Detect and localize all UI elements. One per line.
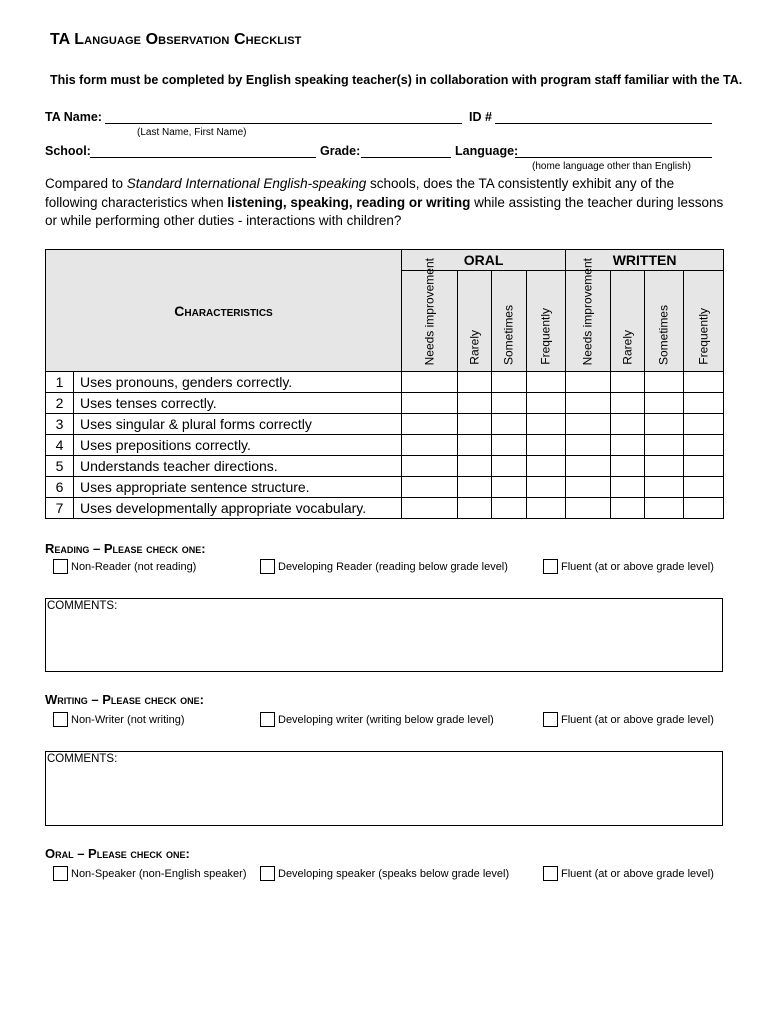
school-label: School: [45, 144, 91, 158]
checkbox[interactable] [53, 559, 68, 574]
writing-option-fluent[interactable] [543, 712, 714, 727]
language-field[interactable] [515, 157, 712, 158]
characteristic-text: Uses pronouns, genders correctly. [74, 372, 402, 393]
table-row [46, 372, 724, 393]
oral-col-label: Rarely [467, 330, 482, 365]
language-hint: (home language other than English) [532, 161, 691, 172]
written-sometimes-cell[interactable] [645, 393, 684, 414]
writing-option-non-writer[interactable] [53, 712, 185, 727]
written-sometimes-cell[interactable] [645, 414, 684, 435]
row-number: 7 [46, 498, 74, 519]
reading-heading: Reading – Please check one: [45, 541, 206, 556]
written-sometimes-cell[interactable] [645, 498, 684, 519]
intro-text-3: while assisting the teacher during lessons or while performing other duties - interactions with children? [45, 194, 724, 228]
oral-option-developing[interactable] [260, 866, 509, 881]
writing-option-developing[interactable] [260, 712, 494, 727]
written-rarely-cell[interactable] [611, 498, 645, 519]
table-row [46, 393, 724, 414]
row-number: 4 [46, 435, 74, 456]
written-rarely-cell[interactable] [611, 393, 645, 414]
comments-label: COMMENTS: [47, 753, 118, 765]
oral-rarely-cell[interactable] [458, 435, 492, 456]
checkbox[interactable] [543, 559, 558, 574]
option-label: Fluent (at or above grade level) [561, 713, 714, 726]
written-frequently-cell[interactable] [684, 477, 724, 498]
written-sometimes-header [645, 271, 684, 372]
oral-rarely-cell[interactable] [458, 477, 492, 498]
intro-skills: listening, speaking, reading or writing [227, 194, 471, 210]
school-field[interactable] [90, 157, 316, 158]
comments-label: COMMENTS: [47, 600, 118, 612]
written-col-label: Frequently [696, 308, 711, 365]
id-field[interactable] [495, 123, 712, 124]
written-frequently-header [684, 271, 724, 372]
writing-heading: Writing – Please check one: [45, 692, 204, 707]
writing-comments-box[interactable] [45, 751, 723, 826]
oral-needs-improvement-cell[interactable] [402, 498, 458, 519]
oral-sometimes-cell[interactable] [492, 435, 527, 456]
written-frequently-cell[interactable] [684, 393, 724, 414]
characteristic-text: Uses singular & plural forms correctly [74, 414, 402, 435]
oral-sometimes-cell[interactable] [492, 456, 527, 477]
written-frequently-cell[interactable] [684, 456, 724, 477]
oral-sometimes-cell[interactable] [492, 498, 527, 519]
oral-rarely-cell[interactable] [458, 372, 492, 393]
oral-needs-improvement-cell[interactable] [402, 393, 458, 414]
reading-comments-box[interactable] [45, 598, 723, 672]
row-number: 6 [46, 477, 74, 498]
checkbox[interactable] [53, 866, 68, 881]
option-label: Fluent (at or above grade level) [561, 560, 714, 573]
oral-frequently-cell[interactable] [527, 414, 566, 435]
oral-frequently-cell[interactable] [527, 372, 566, 393]
oral-needs-improvement-cell[interactable] [402, 456, 458, 477]
written-needs-improvement-cell[interactable] [566, 456, 611, 477]
written-col-label: Rarely [620, 330, 635, 365]
option-label: Developing writer (writing below grade level) [278, 713, 494, 726]
option-label: Fluent (at or above grade level) [561, 867, 714, 880]
oral-frequently-header [527, 271, 566, 372]
table-row [46, 414, 724, 435]
characteristic-text: Understands teacher directions. [74, 456, 402, 477]
oral-col-label: Sometimes [501, 304, 516, 365]
written-needs-improvement-cell[interactable] [566, 393, 611, 414]
oral-frequently-cell[interactable] [527, 456, 566, 477]
characteristics-header: Characteristics [46, 250, 402, 372]
table-row [46, 477, 724, 498]
written-frequently-cell[interactable] [684, 414, 724, 435]
characteristic-text: Uses appropriate sentence structure. [74, 477, 402, 498]
oral-heading: Oral – Please check one: [45, 846, 190, 861]
characteristic-text: Uses prepositions correctly. [74, 435, 402, 456]
written-needs-improvement-cell[interactable] [566, 498, 611, 519]
checkbox[interactable] [543, 866, 558, 881]
written-sometimes-cell[interactable] [645, 372, 684, 393]
oral-rarely-cell[interactable] [458, 498, 492, 519]
checkbox[interactable] [260, 866, 275, 881]
oral-frequently-cell[interactable] [527, 435, 566, 456]
oral-frequently-cell[interactable] [527, 498, 566, 519]
oral-option-non-speaker[interactable] [53, 866, 246, 881]
option-label: Non-Writer (not writing) [71, 713, 185, 726]
oral-sometimes-header [492, 271, 527, 372]
oral-needs-improvement-cell[interactable] [402, 477, 458, 498]
written-rarely-header [611, 271, 645, 372]
written-col-label: Sometimes [656, 304, 671, 365]
written-needs-improvement-cell[interactable] [566, 414, 611, 435]
written-frequently-cell[interactable] [684, 498, 724, 519]
written-rarely-cell[interactable] [611, 372, 645, 393]
oral-rarely-cell[interactable] [458, 456, 492, 477]
written-sometimes-cell[interactable] [645, 456, 684, 477]
ta-name-label: TA Name: [45, 110, 102, 124]
written-col-label: Needs improvement [580, 257, 595, 365]
grade-field[interactable] [361, 157, 451, 158]
oral-frequently-cell[interactable] [527, 393, 566, 414]
reading-option-non-reader[interactable] [53, 559, 196, 574]
oral-needs-improvement-header [402, 257, 458, 372]
option-label: Non-Reader (not reading) [71, 560, 197, 573]
written-header: WRITTEN [566, 250, 724, 271]
oral-col-label: Needs improvement [422, 257, 437, 365]
written-frequently-cell[interactable] [684, 372, 724, 393]
intro-text-1: Compared to [45, 176, 127, 191]
written-rarely-cell[interactable] [611, 435, 645, 456]
ta-name-hint: (Last Name, First Name) [137, 127, 247, 138]
written-needs-improvement-cell[interactable] [566, 477, 611, 498]
intro-emphasis: Standard International English-speaking [126, 176, 367, 191]
table-row [46, 498, 724, 519]
row-number: 1 [46, 372, 74, 393]
oral-sometimes-cell[interactable] [492, 372, 527, 393]
row-number: 5 [46, 456, 74, 477]
characteristic-text: Uses developmentally appropriate vocabulary. [74, 498, 402, 519]
reading-option-fluent[interactable] [543, 559, 714, 574]
written-sometimes-cell[interactable] [645, 477, 684, 498]
id-label: ID # [469, 110, 492, 124]
oral-needs-improvement-cell[interactable] [402, 414, 458, 435]
form-instruction: This form must be completed by English speaking teacher(s) in collaboration with program staff familiar with the TA. [50, 73, 743, 87]
table-row [46, 456, 724, 477]
option-label: Developing Reader (reading below grade level) [278, 560, 508, 573]
characteristic-text: Uses tenses correctly. [74, 393, 402, 414]
written-rarely-cell[interactable] [611, 414, 645, 435]
ta-name-field[interactable] [105, 123, 462, 124]
option-label: Non-Speaker (non-English speaker) [71, 867, 247, 880]
oral-option-fluent[interactable] [543, 866, 714, 881]
row-number: 2 [46, 393, 74, 414]
oral-sometimes-cell[interactable] [492, 414, 527, 435]
characteristics-table [45, 249, 724, 519]
written-needs-improvement-header [566, 257, 611, 372]
checkbox[interactable] [260, 559, 275, 574]
oral-rarely-header [458, 271, 492, 372]
oral-needs-improvement-cell[interactable] [402, 372, 458, 393]
oral-frequently-cell[interactable] [527, 477, 566, 498]
reading-option-developing[interactable] [260, 559, 508, 574]
oral-header: ORAL [402, 250, 566, 271]
oral-sometimes-cell[interactable] [492, 393, 527, 414]
checkbox[interactable] [260, 712, 275, 727]
row-number: 3 [46, 414, 74, 435]
written-rarely-cell[interactable] [611, 477, 645, 498]
oral-rarely-cell[interactable] [458, 414, 492, 435]
intro-text-2: schools, does the TA consistently exhibit any of the following characteristics when [45, 176, 675, 210]
language-label: Language: [455, 144, 519, 158]
oral-needs-improvement-cell[interactable] [402, 435, 458, 456]
written-frequently-cell[interactable] [684, 435, 724, 456]
table-row [46, 435, 724, 456]
intro-paragraph [45, 175, 725, 231]
form-title: TA Language Observation Checklist [50, 31, 302, 48]
checkbox[interactable] [53, 712, 68, 727]
written-rarely-cell[interactable] [611, 456, 645, 477]
grade-label: Grade: [320, 144, 361, 158]
oral-sometimes-cell[interactable] [492, 477, 527, 498]
checkbox[interactable] [543, 712, 558, 727]
option-label: Developing speaker (speaks below grade level) [278, 867, 510, 880]
oral-rarely-cell[interactable] [458, 393, 492, 414]
written-needs-improvement-cell[interactable] [566, 372, 611, 393]
written-needs-improvement-cell[interactable] [566, 435, 611, 456]
written-sometimes-cell[interactable] [645, 435, 684, 456]
oral-col-label: Frequently [538, 308, 553, 365]
